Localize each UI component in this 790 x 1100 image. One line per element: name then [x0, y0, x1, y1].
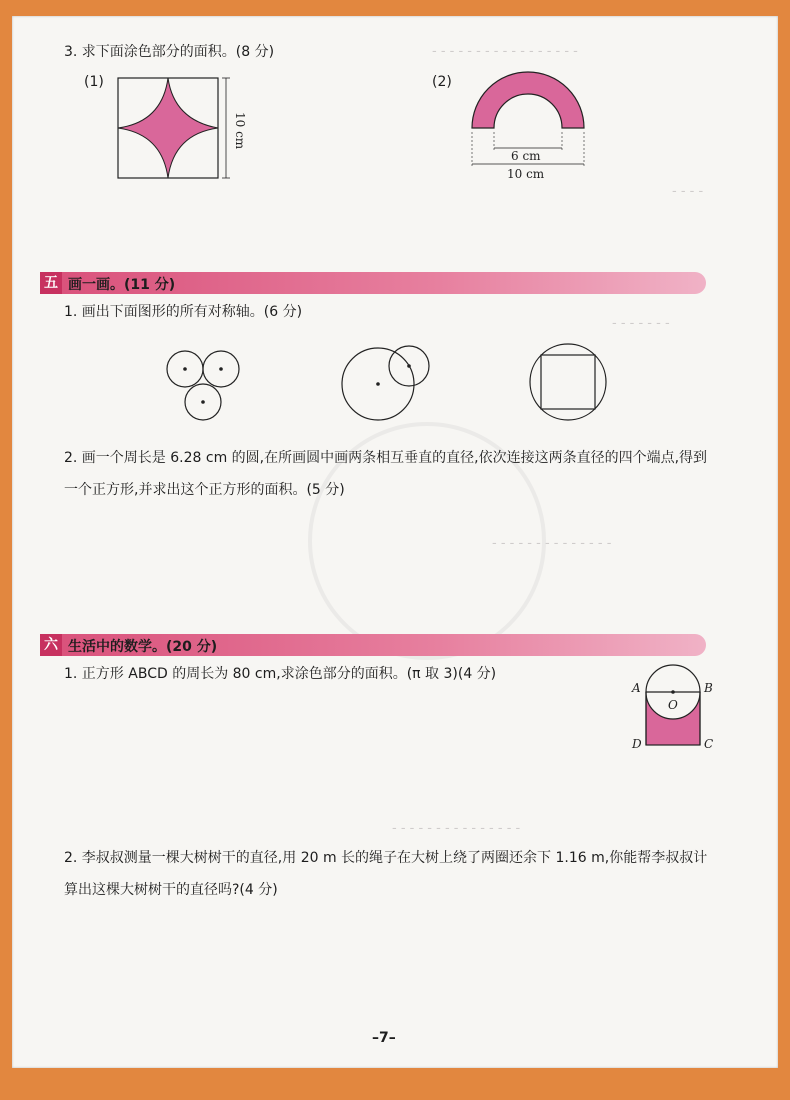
question-3-title: 3. 求下面涂色部分的面积。(8 分) — [64, 44, 275, 60]
square-in-circle-figure — [528, 342, 610, 424]
square-abcd-figure — [630, 664, 720, 756]
vertex-d-label: D — [632, 737, 642, 751]
vertex-b-label: B — [704, 681, 713, 695]
vertex-c-label: C — [704, 737, 714, 751]
figure-2-outer-diameter: 10 cm — [507, 167, 545, 181]
section-5-number: 五 — [40, 272, 62, 294]
section-6-number: 六 — [40, 634, 62, 656]
bleed-through-text: - - - - — [672, 184, 704, 199]
section-5-question-1: 1. 画出下面图形的所有对称轴。(6 分) — [64, 304, 303, 320]
exam-page — [12, 16, 778, 1068]
section-6-title: 生活中的数学。(20 分) — [68, 639, 218, 655]
two-circles-figure — [340, 342, 440, 424]
center-o-label: O — [668, 698, 678, 712]
bleed-through-text: - - - - - - - - - - - - - - - - - — [432, 44, 578, 59]
figure-2-half-ring — [467, 72, 592, 180]
figure-1-side-label: 10 cm — [233, 112, 247, 150]
three-circles-figure — [162, 342, 262, 428]
page-number: –7– — [372, 1030, 396, 1046]
figure-2-inner-diameter: 6 cm — [511, 149, 541, 163]
section-5-title: 画一画。(11 分) — [68, 277, 176, 293]
bleed-through-text: - - - - - - - — [612, 316, 670, 331]
bleed-through-text: - - - - - - - - - - - - - - - — [392, 821, 521, 836]
section-6-question-2: 2. 李叔叔测量一棵大树树干的直径,用 20 m 长的绳子在大树上绕了两圈还余下 1.16 m,你能帮李叔叔计算出这棵大树树干的直径吗?(4 分) — [64, 850, 708, 898]
section-6-banner — [40, 634, 706, 656]
vertex-a-label: A — [632, 681, 641, 695]
bleed-through-text: - - - - - - - - - - - - - - — [492, 536, 612, 551]
figure-2-label: (2) — [432, 74, 452, 90]
figure-1-label: (1) — [84, 74, 104, 90]
section-6-question-1: 1. 正方形 ABCD 的周长为 80 cm,求涂色部分的面积。(π 取 3)(4 分) — [64, 666, 497, 682]
figure-1-star-shape — [112, 72, 247, 184]
section-5-banner — [40, 272, 706, 294]
section-5-question-2: 2. 画一个周长是 6.28 cm 的圆,在所画圆中画两条相互垂直的直径,依次连接这两条直径的四个端点,得到一个正方形,并求出这个正方形的面积。(5 分) — [64, 450, 708, 498]
